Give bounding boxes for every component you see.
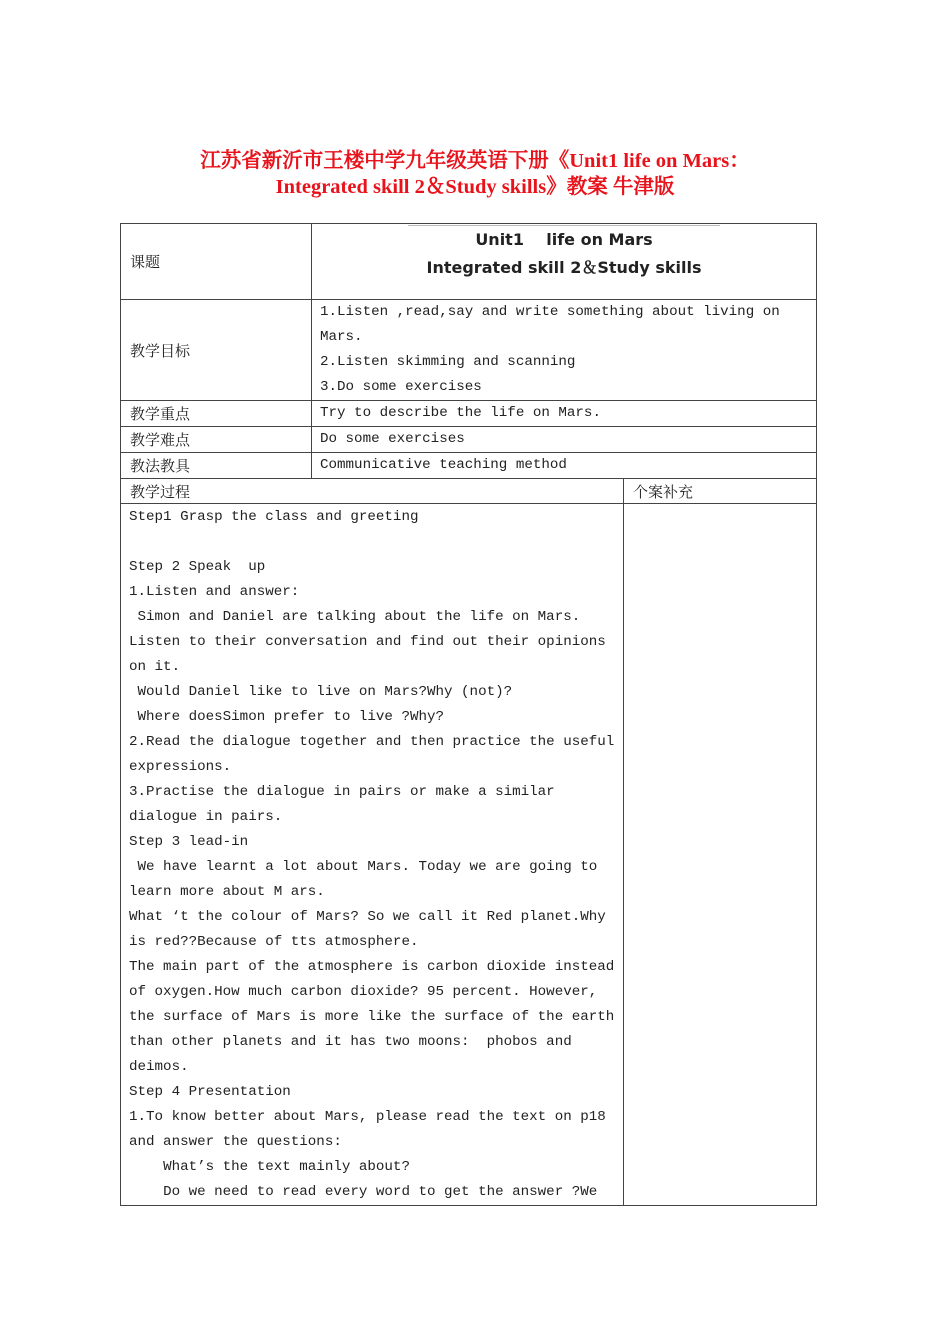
process-line: Where doesSimon prefer to live ?Why? (129, 709, 445, 725)
process-line: 2.Read the dialogue together and then practice the useful expressions. (129, 734, 623, 775)
supplement-content (624, 504, 817, 1206)
objective-item: 2.Listen skimming and scanning (320, 354, 576, 370)
objective-item: 3.Do some exercises (320, 379, 482, 395)
document-title-line-1: 江苏省新沂市王楼中学九年级英语下册《Unit1 life on Mars： (200, 150, 750, 172)
supplement-label: 个案补充 (624, 479, 817, 504)
process-line: Step1 Grasp the class and greeting (129, 509, 419, 525)
difficulty-value: Do some exercises (312, 427, 817, 453)
process-line: Do we need to read every word to get the answer ?We (129, 1184, 598, 1200)
process-line: Step 3 lead-in (129, 834, 249, 850)
row-method (121, 453, 817, 479)
process-line: 1.To know better about Mars, please read the text on p18 and answer the questions: (129, 1109, 615, 1150)
lesson-plan-table (120, 223, 817, 1206)
topic-cell (312, 224, 817, 300)
objective-item: 1.Listen ,read,say and write something about living on Mars. (320, 304, 789, 345)
document-title-line-2: Integrated skill 2＆Study skills》教案 牛津版 (275, 176, 675, 198)
topic-label: 课题 (121, 224, 312, 300)
key-point-label: 教学重点 (121, 401, 312, 427)
row-key-point (121, 401, 817, 427)
difficulty-label: 教学难点 (121, 427, 312, 453)
process-line: Would Daniel like to live on Mars?Why (not)? (129, 684, 513, 700)
row-difficulty (121, 427, 817, 453)
row-process-body (121, 504, 817, 1206)
process-label: 教学过程 (121, 479, 624, 504)
process-line: Step 4 Presentation (129, 1084, 291, 1100)
process-line: The main part of the atmosphere is carbon dioxide instead of oxygen.How much carbon dioxide? 95 percent. However, the surface of Mars is more like the surface of the earth than other planets and it has two moons: phobos and deimos. (129, 959, 623, 1075)
process-line: We have learnt a lot about Mars. Today we are going to learn more about M ars. (129, 859, 606, 900)
row-objectives (121, 300, 817, 401)
process-content (121, 504, 624, 1206)
process-line (129, 530, 617, 555)
topic-line-1: Unit1 life on Mars (475, 230, 653, 249)
method-value: Communicative teaching method (312, 453, 817, 479)
process-line: Listen to their conversation and find out their opinions on it. (129, 634, 615, 675)
process-line: 3.Practise the dialogue in pairs or make a similar dialogue in pairs. (129, 784, 564, 825)
process-line: Simon and Daniel are talking about the life on Mars. (129, 609, 581, 625)
objectives-label: 教学目标 (121, 300, 312, 401)
row-topic (121, 224, 817, 300)
key-point-value: Try to describe the life on Mars. (312, 401, 817, 427)
process-line: Step 2 Speak up (129, 559, 266, 575)
process-line: What’s the text mainly about? (129, 1159, 410, 1175)
row-process-header (121, 479, 817, 504)
objectives-cell (312, 300, 817, 401)
method-label: 教法教具 (121, 453, 312, 479)
process-line: What ‘t the colour of Mars? So we call it Red planet.Why is red??Because of tts atmosphere. (129, 909, 615, 950)
process-line: 1.Listen and answer: (129, 584, 300, 600)
topic-line-2: Integrated skill 2＆Study skills (426, 258, 702, 277)
